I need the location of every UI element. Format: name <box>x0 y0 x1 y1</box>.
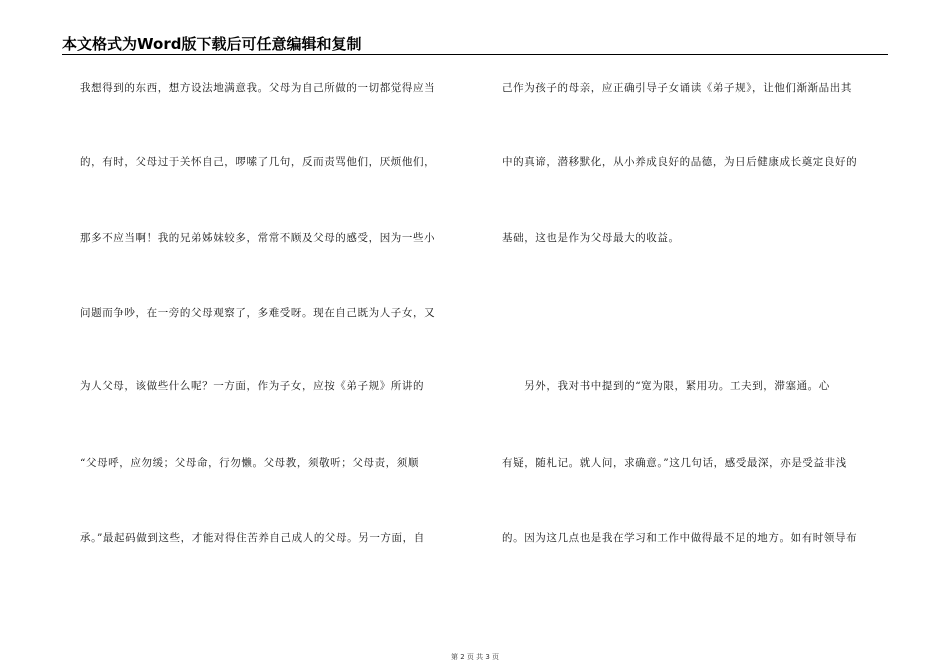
text-line: 那多不应当啊！我的兄弟姊妹较多，常常不顾及父母的感受，因为一些小 <box>80 232 436 244</box>
text-line: 承。”最起码做到这些，才能对得住苦养自己成人的父母。另一方面，自 <box>80 532 425 544</box>
page-indicator: 第 2 页 共 3 页 <box>450 653 500 661</box>
header-title: 本文格式为Word版下载后可任意编辑和复制 <box>62 35 362 53</box>
text-line: 基础，这也是作为父母最大的收益。 <box>502 232 680 244</box>
text-line: 的，有时，父母过于关怀自己，啰嗦了几句，反而责骂他们，厌烦他们， <box>80 156 436 168</box>
text-line: 问题而争吵，在一旁的父母观察了，多难受呀。现在自己既为人子女，又 <box>80 307 436 319</box>
text-line: 中的真谛，潜移默化，从小养成良好的品德，为日后健康成长奠定良好的 <box>502 156 858 168</box>
header-rule <box>62 54 888 55</box>
text-line: 有疑，随札记。就人问，求确意。”这几句话，感受最深，亦是受益非浅 <box>502 457 847 469</box>
text-line: 另外，我对书中提到的“宽为限，紧用功。工夫到，滞塞通。心 <box>502 380 830 392</box>
text-line: 我想得到的东西，想方设法地满意我。父母为自己所做的一切都觉得应当 <box>80 82 436 94</box>
text-line: 己作为孩子的母亲，应正确引导子女诵读《弟子规》，让他们渐渐品出其 <box>502 82 852 94</box>
text-line: 的。因为这几点也是我在学习和工作中做得最不足的地方。如有时领导布 <box>502 532 858 544</box>
text-line: “父母呼，应勿缓；父母命，行勿懒。父母教，须敬听；父母责，须顺 <box>80 457 419 469</box>
text-line: 为人父母，该做些什么呢？一方面，作为子女，应按《弟子规》所讲的 <box>80 380 425 392</box>
